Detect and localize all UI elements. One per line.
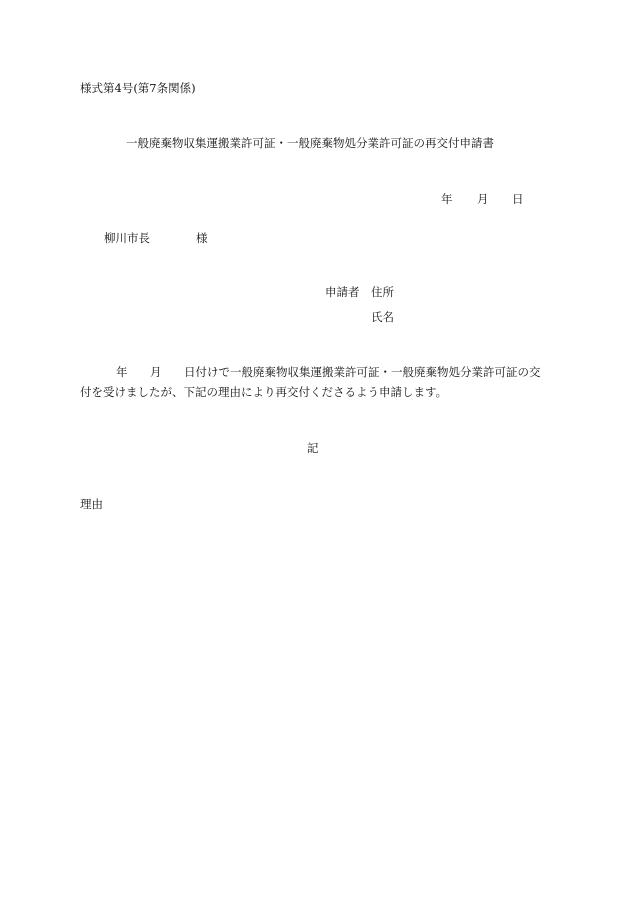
recipient-name: 柳川市長 [104,231,150,245]
document-title: 一般廃棄物収集運搬業許可証・一般廃棄物処分業許可証の再交付申請書 [126,136,494,150]
address-label: 住所 [371,285,394,299]
date-year-label: 年 [441,192,453,206]
name-label: 氏名 [371,310,394,324]
body-year-label: 年 [116,365,128,379]
applicant-label: 申請者 [325,285,360,299]
body-text-line-2: 付を受けましたが、下記の理由により再交付くださるよう申請します。 [80,385,448,399]
ki-heading: 記 [307,441,319,455]
form-number: 様式第4号(第7条関係) [80,81,196,95]
reason-label: 理由 [80,497,103,511]
date-month-label: 月 [477,192,489,206]
body-text-line-1: 日付けで一般廃棄物収集運搬業許可証・一般廃棄物処分業許可証の交 [184,365,541,379]
recipient-honorific: 様 [196,231,208,245]
body-month-label: 月 [150,365,162,379]
date-day-label: 日 [512,192,524,206]
